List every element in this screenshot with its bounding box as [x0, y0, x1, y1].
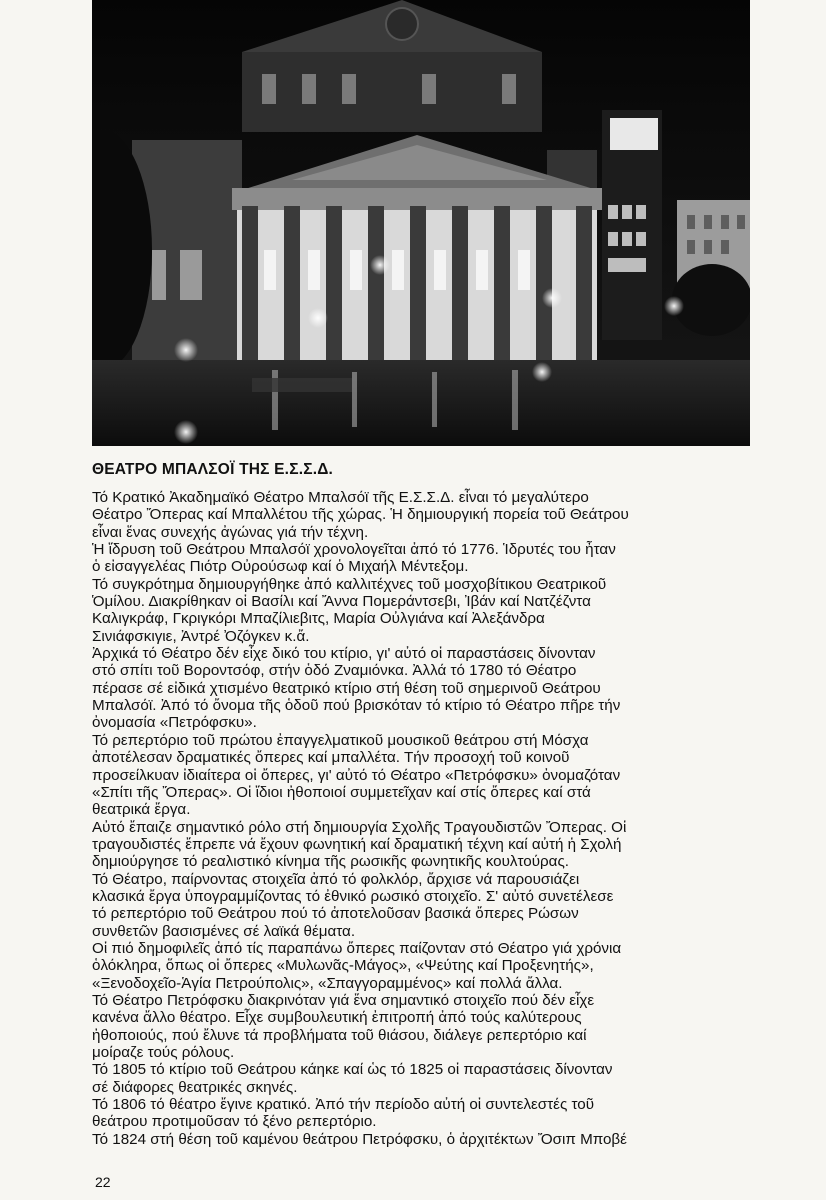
body-line: ἀποτέλεσαν δραματικές ὄπερες καί μπαλλέτα. Τήν προσοχή τοῦ κοινοῦ — [92, 749, 570, 767]
body-line: Σινιάφσκιγιε, Ἀντρέ Ὀζόγκεν κ.ἄ. — [92, 627, 310, 645]
body-line: Τό 1824 στή θέση τοῦ καμένου θεάτρου Πετρόφσκυ, ὁ ἀρχιτέκτων Ὄσιπ Μποβέ — [92, 1130, 627, 1148]
body-line: Ἡ ἵδρυση τοῦ Θεάτρου Μπαλσόϊ χρονολογεῖται ἀπό τό 1776. Ἱδρυτές του ἦταν — [92, 541, 616, 559]
page-number: 22 — [95, 1174, 111, 1190]
body-line: Τό συγκρότημα δημιουργήθηκε ἀπό καλλιτέχνες τοῦ μοσχοβίτικου Θεατρικοῦ — [92, 575, 607, 593]
body-line: Ἀρχικά τό Θέατρο δέν εἶχε δικό του κτίριο, γι' αὐτό οἱ παραστάσεις δίνονταν — [92, 645, 596, 663]
body-line: Αὐτό ἔπαιζε σημαντικό ρόλο στή δημιουργία Σχολῆς Τραγουδιστῶν Ὄπερας. Οἱ — [92, 818, 627, 836]
body-line: Τό ρεπερτόριο τοῦ πρώτου ἐπαγγελματικοῦ μουσικοῦ θεάτρου στή Μόσχα — [92, 731, 589, 749]
body-line: μοίραζε τούς ρόλους. — [92, 1044, 235, 1061]
body-line: τραγουδιστές ἔπρεπε νά ἔχουν φωνητική καί δραματική τέχνη καί αὐτή ἡ Σχολή — [92, 835, 622, 853]
body-line: στό σπίτι τοῦ Βοροντσόφ, στήν ὁδό Ζναμιόνκα. Ἀλλά τό 1780 τό Θέατρο — [92, 662, 577, 680]
body-line: κανένα ἄλλο θέατρο. Εἶχε συμβουλευτική ἐπιτροπή ἀπό τούς καλύτερους — [92, 1009, 582, 1027]
body-line: σέ διάφορες θεατρικές σκηνές. — [92, 1078, 298, 1096]
article-body — [92, 489, 764, 1148]
body-line: εἶναι ἕνας συνεχής ἀγώνας γιά τήν τέχνη. — [92, 523, 369, 541]
body-line: Τό Κρατικό Ἀκαδημαϊκό Θέατρο Μπαλσόϊ τῆς Ε.Σ.Σ.Δ. εἶναι τό μεγαλύτερο — [92, 489, 589, 506]
body-line: «Ξενοδοχεῖο-Ἁγία Πετρούπολις», «Σπαγγοραμμένος» καί πολλά ἄλλα. — [92, 974, 563, 992]
body-line: συνθετῶν βασισμένες σέ λαϊκά θέματα. — [92, 922, 356, 940]
body-line: ὁ εἰσαγγελέας Πιότρ Οὐρούσωφ καί ὁ Μιχαήλ Μέντεξομ. — [92, 558, 469, 576]
body-line: Καλιγκράφ, Γκριγκόρι Μπαζίλιεβιτς, Μαρία Οὐλγιάνα καί Ἀλεξάνδρα — [92, 610, 545, 628]
body-line: ὁλόκληρα, ὅπως οἱ ὄπερες «Μυλωνᾶς-Μάγος», «Ψεύτης καί Προξενητής», — [92, 957, 594, 975]
body-line: τό ρεπερτόριο τοῦ Θεάτρου πού τό ἀποτελοῦσαν βασικά ὄπερες Ρώσων — [92, 905, 579, 923]
body-line: Τό 1805 τό κτίριο τοῦ Θεάτρου κάηκε καί ὡς τό 1825 οἱ παραστάσεις δίνονταν — [92, 1061, 613, 1079]
body-line: ἠθοποιούς, πού ἔλυνε τά προβλήματα τοῦ θιάσου, διάλεγε ρεπερτόριο καί — [92, 1026, 587, 1044]
body-line: κλασικά ἔργα ὑπογραμμίζοντας τό ἐθνικό ρωσικό στοιχεῖο. Σ' αὐτό συνετέλεσε — [92, 887, 614, 905]
body-line: Μπαλσόϊ. Ἀπό τό ὄνομα τῆς ὁδοῦ πού βρισκόταν τό κτίριο τό Θέατρο πῆρε τήν — [92, 697, 621, 715]
body-line: Τό 1806 τό θέατρο ἔγινε κρατικό. Ἀπό τήν περίοδο αὐτή οἱ συντελεστές τοῦ — [92, 1096, 595, 1114]
bolshoi-theatre-night-photo — [92, 0, 750, 446]
body-line: Ὁμίλου. Διακρίθηκαν οἱ Βασίλι καί Ἄννα Πομεράντσεβι, Ἰβάν καί Νατζέζντα — [92, 593, 591, 611]
body-line: δημιούργησε τό ρεαλιστικό κίνημα τῆς ρωσικῆς φωνητικῆς κουλτούρας. — [92, 853, 569, 871]
body-line: Τό Θέατρο, παίρνοντας στοιχεῖα ἀπό τό φολκλόρ, ἄρχισε νά παρουσιάζει — [92, 870, 580, 888]
body-line: προσείλκυαν ἰδιαίτερα οἱ ὄπερες, γι' αὐτό τό Θέατρο «Πετρόφσκυ» ὀνομαζόταν — [92, 766, 621, 784]
body-line: Θέατρο Ὄπερας καί Μπαλλέτου τῆς χώρας. Ἡ δημιουργική πορεία τοῦ Θεάτρου — [92, 506, 629, 524]
body-line: ὀνομασία «Πετρόφσκυ». — [92, 714, 257, 732]
body-line: «Σπίτι τῆς Ὄπερας». Οἱ ἴδιοι ἠθοποιοί συμμετεῖχαν καί στίς ὄπερες καί στά — [92, 783, 591, 801]
body-line: θεάτρου προτιμοῦσαν τό ξένο ρεπερτόριο. — [92, 1113, 377, 1131]
article-heading: ΘΕΑΤΡΟ ΜΠΑΛΣΟΪ ΤΗΣ Ε.Σ.Σ.Δ. — [92, 461, 334, 478]
body-line: Τό Θέατρο Πετρόφσκυ διακρινόταν γιά ἕνα σημαντικό στοιχεῖο πού δέν εἶχε — [92, 991, 595, 1009]
body-line: θεατρικά ἔργα. — [92, 801, 191, 819]
body-line: Οἱ πιό δημοφιλεῖς ἀπό τίς παραπάνω ὄπερες παίζονταν στό Θέατρο γιά χρόνια — [92, 939, 622, 957]
body-line: πέρασε σέ εἰδικά χτισμένο θεατρικό κτίριο στή θέση τοῦ σημερινοῦ Θεάτρου — [92, 679, 601, 697]
